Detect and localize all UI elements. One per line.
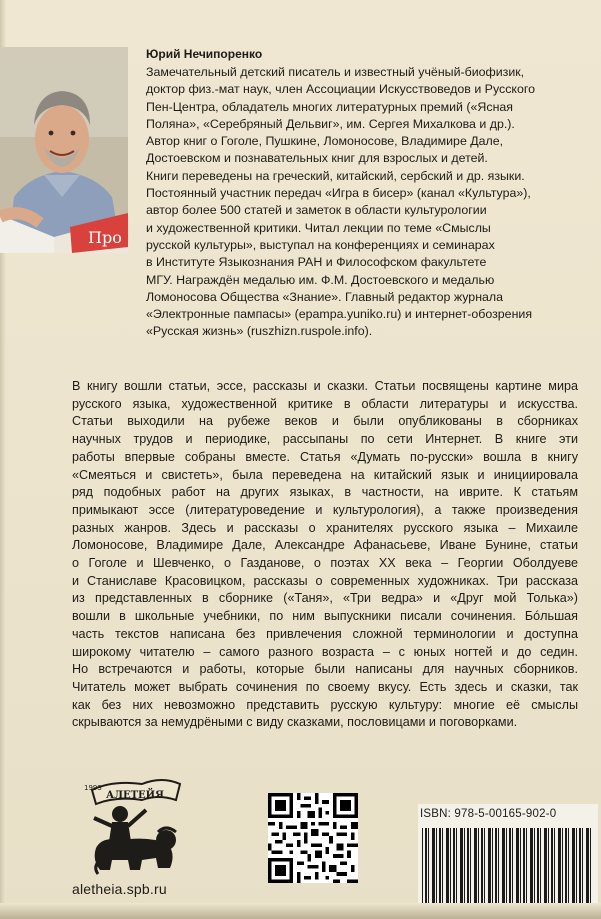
- bio-line: «Русская жизнь» (ruszhizn.ruspole.info).: [146, 324, 373, 339]
- bio-line: Ломоносова Общества «Знание». Главный редактор журнала: [146, 289, 504, 304]
- bio-line: русской культуры», выступал на конференциях и семинарах: [146, 237, 495, 252]
- photo-book-title: Про: [88, 228, 122, 247]
- isbn-text: ISBN: 978-5-00165-902-0: [420, 808, 557, 820]
- barcode: [422, 828, 592, 903]
- bio-line: Поляна», «Серебряный Дельвиг», им. Сергея Михалкова и др.).: [146, 116, 515, 131]
- logo-text: АЛЕТЕЙЯ: [106, 790, 164, 801]
- bio-line: Автор книг о Гоголе, Пушкине, Ломоносове, Владимире Дале,: [146, 134, 504, 149]
- description-line: часть текстов написана без привлечения сложной терминологии и доступна: [72, 626, 578, 641]
- author-photo: [0, 47, 128, 253]
- description-line: Статьи выходили на рубеже веков и были опубликованы в сборниках: [72, 414, 578, 429]
- description-line: работы впервые собраны вместе. Статья «Думать по-русски» вошла в книгу: [72, 449, 578, 464]
- publisher-logo: [72, 770, 190, 890]
- description-line: В книгу вошли статьи, эссе, рассказы и сказки. Статьи посвящены картине мира: [72, 379, 578, 393]
- description-line: ряд подобных работ на других языках, в частности, на иврите. К статьям: [72, 485, 578, 500]
- description-line: и Станиславе Красовицком, рассказы о современных художниках. Три рассказа: [72, 573, 578, 588]
- logo-year: 1993: [84, 784, 102, 792]
- author-bio: [146, 64, 586, 341]
- author-name: Юрий Нечипоренко: [146, 47, 263, 61]
- description-line: научных трудов и периодике, рассыпаны по сети Интернет. В книге эти: [72, 432, 578, 447]
- description-line: из представленных в сборнике («Таня», «Три ведра» и «Друг мой Толька»): [72, 591, 578, 606]
- qr-code[interactable]: [268, 793, 358, 883]
- bio-line: Замечательный детский писатель и известный учёный-биофизик,: [146, 65, 525, 79]
- bio-line: Достоевском и познавательных книг для взрослых и детей.: [146, 151, 488, 166]
- description-line: «Смеяться и свистеть», была переведена на китайский язык и инициировала: [72, 467, 578, 482]
- description-line: Ломоносове, Владимире Дале, Александре Афанасьеве, Иване Бунине, статьи: [72, 538, 578, 553]
- description-line: о Гоголе и Шевченко, о Газданове, о поэтах XX века – Георгии Оболдуеве: [72, 556, 578, 571]
- description-line: широкому читателю – самого разного возраста – с юных ногтей и до седин.: [72, 644, 578, 659]
- bio-line: «Электронные пампасы» (epampa.yuniko.ru) и интернет-обозрения: [146, 307, 533, 322]
- description-line: Но встречаются и работы, которые были написаны для научных сборников.: [72, 662, 578, 677]
- description-line: скрываются за немудрёными с виду сказками, пословицами и поговорками.: [72, 715, 518, 730]
- description-line: вошли в школьные учебники, по ним выпускники писали сочинения. Бóльшая: [72, 609, 578, 624]
- bio-line: Постоянный участник передач «Игра в бисер» (канал «Культура»),: [146, 186, 531, 201]
- bio-line: Пен-Центра, обладатель многих литературных премий («Ясная: [146, 99, 514, 114]
- description-line: как без них невозможно представить русскую культуру: многие её смыслы: [72, 697, 578, 712]
- description-line: Читатель может выбрать сочинения по своему вкусу. Есть здесь и сказки, так: [72, 679, 578, 694]
- description-line: русского языка, художественной критике в области литературы и искусства.: [72, 396, 578, 411]
- bio-line: доктор физ.-мат наук, член Ассоциации Искусствоведов и Русского: [146, 82, 535, 97]
- bio-line: в Институте Языкознания РАН и Философском факультете: [146, 255, 487, 270]
- bio-line: автор более 500 статей и заметок в области культурологии: [146, 203, 487, 218]
- bio-line: МГУ. Награждён медалью им. Ф.М. Достоевского и медалью: [146, 272, 495, 287]
- publisher-url[interactable]: aletheia.spb.ru: [72, 881, 167, 897]
- description-line: примыкают эссе (литературоведение и культурология), а также произведения: [72, 502, 578, 517]
- description-line: разных жанров. Здесь и рассказы о хранителях русского языка – Михаиле: [72, 520, 578, 535]
- cover-bottom-shadow: [0, 903, 601, 919]
- bio-line: и художественной критики. Читал лекции по теме «Смыслы: [146, 220, 491, 235]
- bio-line: Книги переведены на греческий, китайский, сербский и др. языки.: [146, 168, 525, 183]
- book-description: [72, 378, 578, 732]
